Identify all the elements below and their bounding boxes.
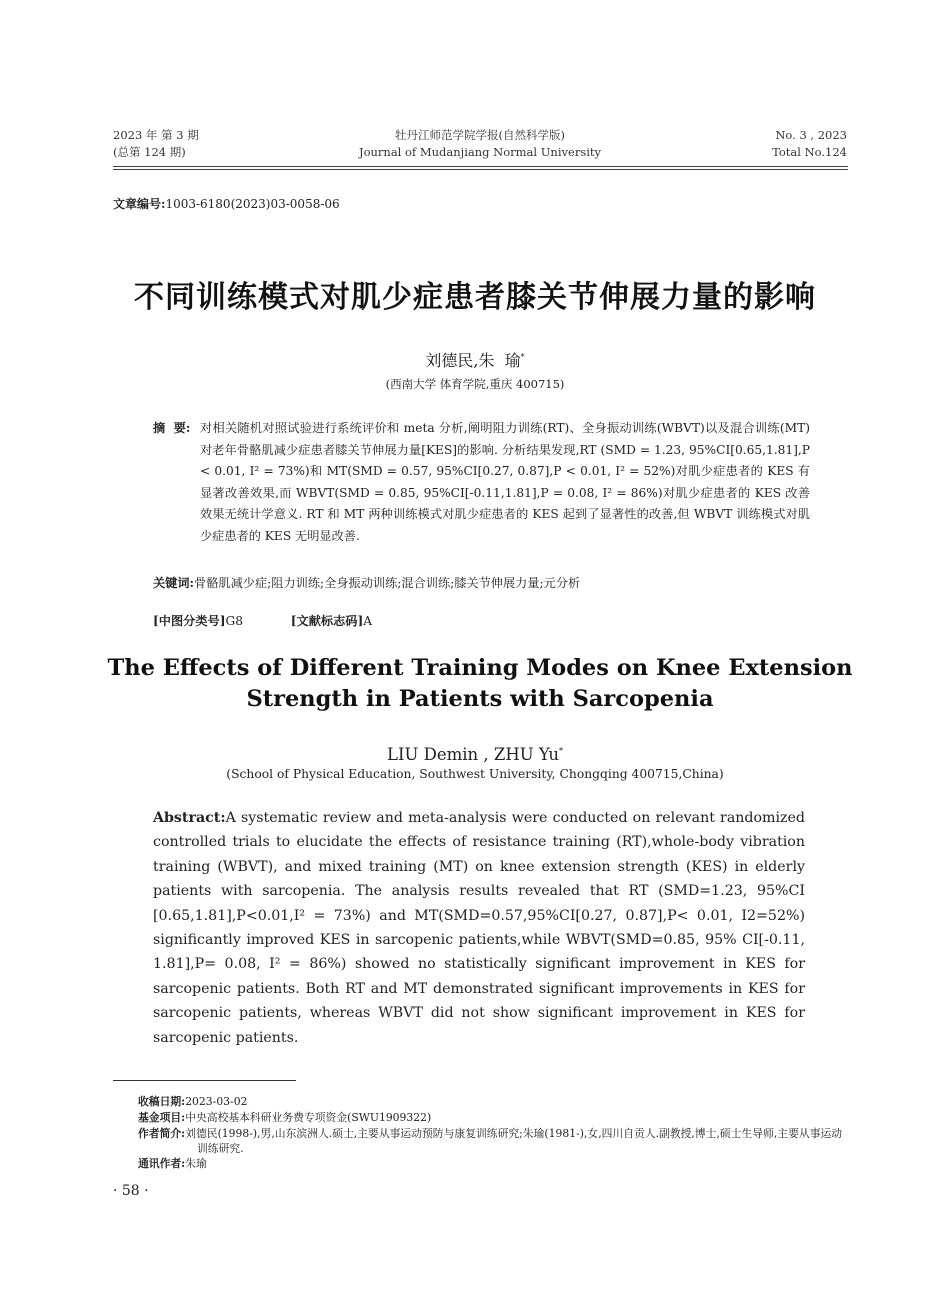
english-affiliation: (School of Physical Education, Southwest University, Chongqing 400715,China) <box>226 767 724 781</box>
chinese-abstract-label: 摘 要: <box>153 421 191 435</box>
chinese-authors <box>0 348 950 371</box>
bio-value: 刘德民(1998-),男,山东滨洲人.硕士,主要从事运动预防与康复训练研究;朱瑜(1981-),女,四川自贡人.副教授,博士,硕士生导师,主要从事运动训练研究. <box>185 1127 843 1155</box>
journal-name-cn: 牡丹江师范学院学报(自然科学版) <box>395 128 565 142</box>
journal-name-en: Journal of Mudanjiang Normal University <box>358 145 602 159</box>
issue-number-en: No. 3 , 2023 <box>775 128 847 142</box>
footnote-corresponding <box>138 1157 850 1172</box>
article-id <box>113 195 340 212</box>
english-authors <box>0 745 950 764</box>
header-rule-top <box>113 166 848 167</box>
footnote-fund <box>138 1111 850 1126</box>
article-id-label: 文章编号: <box>113 197 166 211</box>
footnote-received <box>138 1095 850 1110</box>
footnote-rule <box>113 1080 296 1081</box>
chinese-abstract <box>153 418 810 548</box>
english-abstract-label: Abstract: <box>153 810 226 826</box>
fund-label: 基金项目: <box>138 1111 186 1124</box>
doc-code-label: [文献标志码] <box>290 614 364 628</box>
english-title-line2: Strength in Patients with Sarcopenia <box>246 686 714 712</box>
english-corresponding-mark: * <box>559 746 563 756</box>
doc-code-value: A <box>363 614 373 628</box>
header-rule-bottom <box>113 169 848 170</box>
header-right <box>772 127 847 161</box>
keywords-label: 关键词: <box>153 576 195 590</box>
english-title <box>0 653 950 715</box>
corresponding-value: 朱瑜 <box>185 1157 207 1170</box>
total-issue-line: (总第 124 期) <box>113 145 186 159</box>
corresponding-mark: * <box>520 352 525 362</box>
clc-label: [中图分类号] <box>153 614 226 628</box>
clc-value: G8 <box>225 614 243 628</box>
chinese-author-names: 刘德民,朱 瑜 <box>425 351 521 370</box>
english-author-names: LIU Demin , ZHU Yu <box>387 745 559 764</box>
article-id-value: 1003-6180(2023)03-0058-06 <box>165 197 340 211</box>
corresponding-label: 通讯作者: <box>138 1157 186 1170</box>
keywords-text: 骨骼肌减少症;阻力训练;全身振动训练;混合训练;膝关节伸展力量;元分析 <box>194 576 581 590</box>
english-abstract <box>153 806 805 1050</box>
footnote-bio <box>138 1127 850 1156</box>
bio-label: 作者简介: <box>138 1127 186 1140</box>
chinese-keywords <box>153 574 833 592</box>
received-value: 2023-03-02 <box>185 1095 248 1108</box>
english-title-line1: The Effects of Different Training Modes on Knee Extension <box>107 655 853 681</box>
page-number: · 58 · <box>113 1183 149 1199</box>
issue-line: 2023 年 第 3 期 <box>113 128 199 142</box>
fund-value: 中央高校基本科研业务费专项资金(SWU1909322) <box>185 1111 432 1124</box>
chinese-title: 不同训练模式对肌少症患者膝关节伸展力量的影响 <box>134 280 816 315</box>
chinese-affiliation: (西南大学 体育学院,重庆 400715) <box>385 377 565 391</box>
received-label: 收稿日期: <box>138 1095 186 1108</box>
chinese-abstract-text: 对相关随机对照试验进行系统评价和 meta 分析,阐明阻力训练(RT)、全身振动训练(WBVT)以及混合训练(MT)对老年骨骼肌减少症患者膝关节伸展力量[KES]的影响. 分析结果发现,RT (SMD = 1.23, 95%CI[0.65,1.81],P < 0.01, I² = 73%)和 MT(SMD = 0.57, 95%CI[0.27, 0.87],P < 0.01, I² = 52%)对肌少症患者的 KES 有显著改善效果,而 WBVT(SMD = 0.85, 95%CI[-0.11,1.81],P = 0.08, I² = 86%)对肌少症患者的 KES 改善效果无统计学意义. RT 和 MT 两种训练模式对肌少症患者的 KES 起到了显著性的改善,但 WBVT 训练模式对肌少症患者的 KES 无明显改善. <box>200 421 810 543</box>
total-number-en: Total No.124 <box>772 145 847 159</box>
classification <box>153 612 372 629</box>
english-abstract-text: A systematic review and meta-analysis were conducted on relevant randomized controlled trials to elucidate the effects of resistance training (RT),whole-body vibration training (WBVT), and mixed training (MT) on knee extension strength (KES) in elderly patients with sarcopenia. The analysis results revealed that RT (SMD=1.23, 95%CI [0.65,1.81],P<0.01,I² = 73%) and MT(SMD=0.57,95%CI[0.27, 0.87],P< 0.01, I2=52%) significantly improved KES in sarcopenic patients,while WBVT(SMD=0.85, 95% CI[-0.11, 1.81],P= 0.08, I² = 86%) showed no statistically significant improvement in KES for sarcopenic patients. Both RT and MT demonstrated significant improvements in KES for sarcopenic patients, whereas WBVT did not show significant improvement in KES for sarcopenic patients. <box>153 810 805 1046</box>
